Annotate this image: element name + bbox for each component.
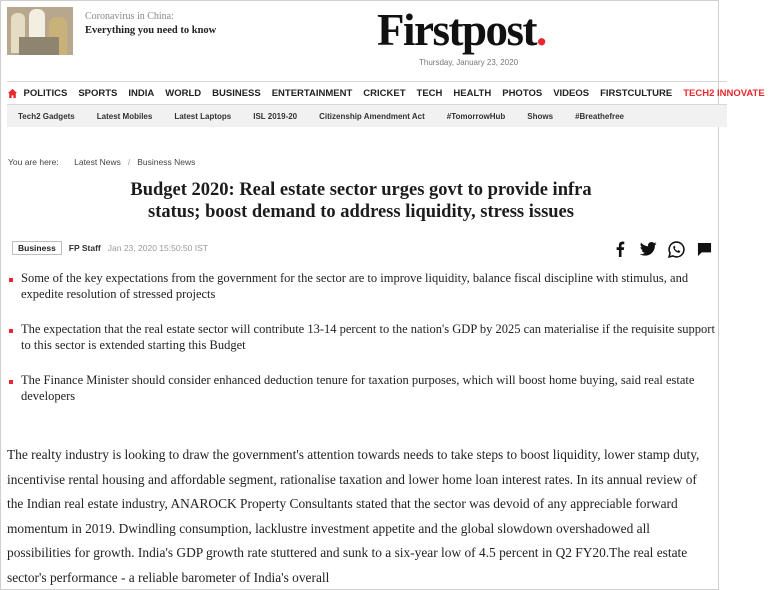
nav-item-photos[interactable]: PHOTOS xyxy=(502,87,543,99)
subnav-item-latest-laptops[interactable]: Latest Laptops xyxy=(174,111,232,121)
twitter-icon[interactable] xyxy=(638,239,658,259)
article-author[interactable]: FP Staff xyxy=(68,243,101,253)
facebook-icon[interactable] xyxy=(610,239,630,259)
subnav-item-breathefree[interactable]: #Breathefree xyxy=(575,111,624,121)
nav-item-politics[interactable]: POLITICS xyxy=(23,87,68,99)
nav-item-world[interactable]: WORLD xyxy=(165,87,202,99)
logo-text: Firstpost xyxy=(377,5,536,55)
promo-title[interactable]: Everything you need to know xyxy=(85,25,217,36)
highlight-item: Some of the key expectations from the government for the sector are to improve liquidity, balance fiscal discipline with stimulus, and expedite resolution of stressed projects xyxy=(7,271,715,302)
whatsapp-icon[interactable] xyxy=(666,239,686,259)
highlight-item: The expectation that the real estate sector will contribute 13-14 percent to the nation's GDP by 2025 can materialise if the requisite support to this sector is extended starting this Budget xyxy=(7,322,715,353)
promo-thumbnail[interactable] xyxy=(7,7,73,55)
subnav-item-tomorrowhub[interactable]: #TomorrowHub xyxy=(446,111,506,121)
subnav-item-tech2-gadgets[interactable]: Tech2 Gadgets xyxy=(18,111,75,121)
nav-item-tech[interactable]: TECH xyxy=(416,87,443,99)
breadcrumb-latest-news[interactable]: Latest News xyxy=(74,157,121,167)
nav-item-health[interactable]: HEALTH xyxy=(453,87,492,99)
nav-item-india[interactable]: INDIA xyxy=(128,87,155,99)
nav-item-firstculture[interactable]: FIRSTCULTURE xyxy=(600,87,673,99)
article-title-line2: status; boost demand to address liquidity, stress issues xyxy=(148,202,574,222)
share-bar xyxy=(610,239,722,259)
nav-item-tech2-innovate[interactable]: TECH2 INNOVATE xyxy=(683,87,765,99)
masthead-date: Thursday, January 23, 2020 xyxy=(419,58,519,67)
nav-item-videos[interactable]: VIDEOS xyxy=(553,87,590,99)
logo-dot: . xyxy=(536,5,546,55)
subnav-item-shows[interactable]: Shows xyxy=(527,111,554,121)
comment-icon[interactable] xyxy=(694,239,714,259)
main-nav xyxy=(7,81,765,105)
category-badge[interactable]: Business xyxy=(12,241,62,255)
sub-nav xyxy=(7,105,727,127)
subnav-item-latest-mobiles[interactable]: Latest Mobiles xyxy=(96,111,153,121)
site-logo[interactable] xyxy=(377,5,546,55)
article-date: Jan 23, 2020 15:50:50 IST xyxy=(107,243,208,253)
breadcrumb-business-news[interactable]: Business News xyxy=(137,157,196,167)
nav-item-entertainment[interactable]: ENTERTAINMENT xyxy=(271,87,353,99)
subnav-item-isl[interactable]: ISL 2019-20 xyxy=(253,111,298,121)
breadcrumb xyxy=(8,157,195,167)
article-meta xyxy=(12,241,208,255)
promo-kicker: Coronavirus in China: xyxy=(85,11,174,22)
article-highlights xyxy=(7,271,715,424)
nav-item-cricket[interactable]: CRICKET xyxy=(363,87,406,99)
article-body: The realty industry is looking to draw the government's attention towards needs to take steps to boost liquidity, lower stamp duty, incentivise rental housing and affordable segment, rationalise taxation and lower home loan interest rates. In its annual review of the Indian real estate industry, ANAROCK Property Consultants stated that the sector was devoid of any appreciable forward momentum in 2019. Dwindling consumption, lacklustre investment appetite and the global slowdown overshadowed all possibilities for growth. India's GDP growth rate stuttered and sunk to a six-year low of 4.5 percent in Q2 FY20.The real estate sector's performance - a reliable barometer of India's overall xyxy=(7,447,700,585)
article-title-line1: Budget 2020: Real estate sector urges govt to provide infra xyxy=(130,180,592,200)
article-title xyxy=(41,179,681,223)
promo-text[interactable] xyxy=(85,11,216,59)
breadcrumb-prefix: You are here: xyxy=(8,157,59,167)
promo-story[interactable] xyxy=(7,7,217,59)
nav-item-business[interactable]: BUSINESS xyxy=(212,87,261,99)
subnav-item-caa[interactable]: Citizenship Amendment Act xyxy=(319,111,425,121)
breadcrumb-separator: / xyxy=(127,157,131,167)
highlight-item: The Finance Minister should consider enhanced deduction tenure for taxation purposes, which will boost home buying, said real estate developers xyxy=(7,373,715,404)
nav-item-sports[interactable]: SPORTS xyxy=(78,87,118,99)
home-icon[interactable] xyxy=(7,82,18,104)
